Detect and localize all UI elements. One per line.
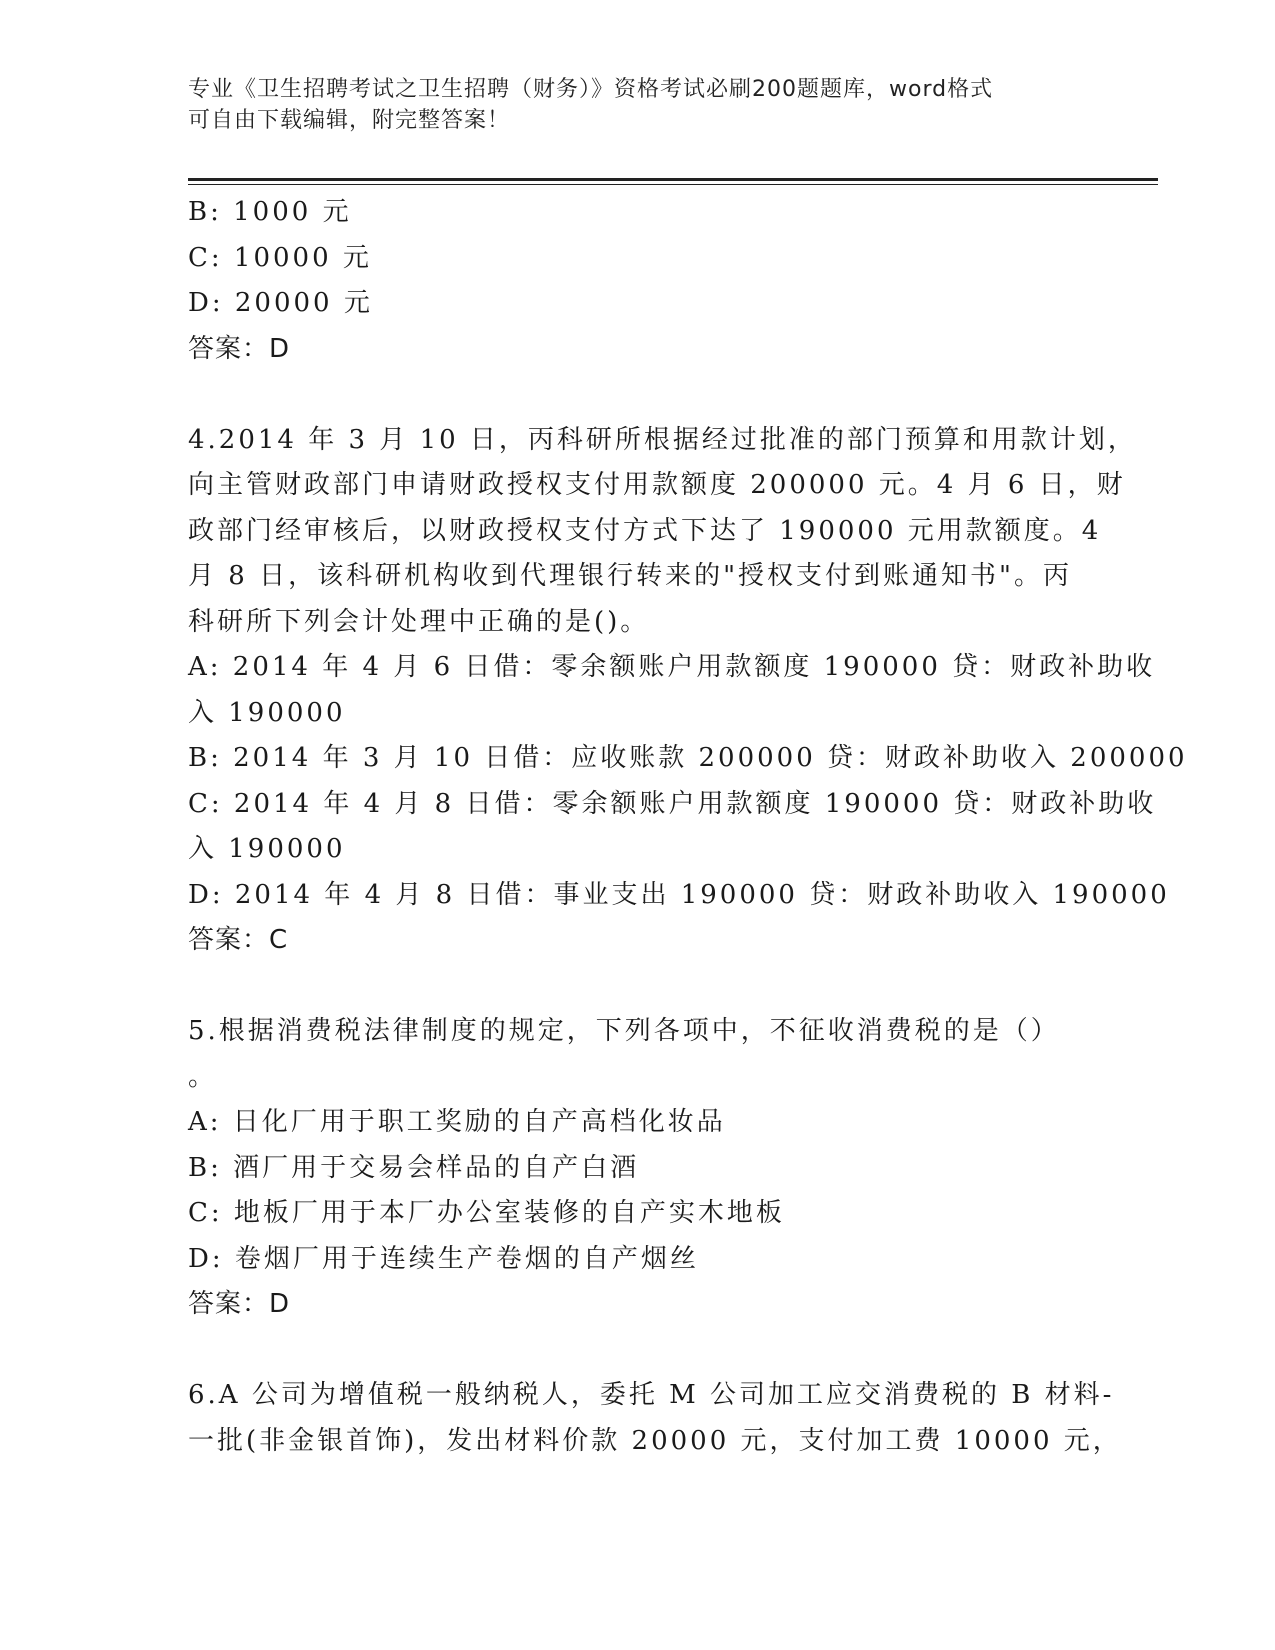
q4-answer: 答案：C [188, 925, 289, 955]
q5-option-a: A: 日化厂用于职工奖励的自产高档化妆品 [188, 1107, 726, 1137]
q4-option-b: B: 2014 年 3 月 10 日借：应收账款 200000 贷：财政补助收入 200000 [188, 743, 1188, 773]
q5-option-d: D: 卷烟厂用于连续生产卷烟的自产烟丝 [188, 1243, 699, 1274]
header-line-2: 可自由下载编辑，附完整答案！ [188, 108, 511, 133]
header-rule-thin [188, 184, 1158, 185]
q4-option-c-cont: 入 190000 [188, 834, 346, 864]
q3-answer: 答案：D [188, 333, 291, 364]
q6-stem-line: 6.A 公司为增值税一般纳税人，委托 M 公司加工应交消费税的 B 材料- [188, 1380, 1115, 1410]
q4-stem-line: 科研所下列会计处理中正确的是()。 [188, 606, 650, 637]
spacer [188, 964, 1088, 1010]
q5-stem-line: 。 [188, 1061, 218, 1092]
q4-option-a-cont: 入 190000 [188, 697, 346, 728]
q4-option-d: D: 2014 年 4 月 8 日借：事业支出 190000 贷：财政补助收入 190000 [188, 879, 1170, 910]
question-4-block [188, 418, 1188, 964]
q3-option-d: D: 20000 元 [188, 288, 373, 318]
q4-stem-line: 向主管财政部门申请财政授权支付用款额度 200000 元。4 月 6 日，财 [188, 470, 1126, 500]
question-3-block [188, 190, 1088, 372]
q4-stem-line: 政部门经审核后，以财政授权支付方式下达了 190000 元用款额度。4 [188, 515, 1102, 546]
spacer [188, 1328, 1088, 1374]
q3-option-b: B: 1000 元 [188, 197, 352, 227]
q5-option-c: C: 地板厂用于本厂办公室装修的自产实木地板 [188, 1198, 785, 1228]
document-header [188, 74, 1088, 136]
q5-option-b: B: 酒厂用于交易会样品的自产白酒 [188, 1152, 640, 1183]
q4-option-a: A: 2014 年 4 月 6 日借：零余额账户用款额度 190000 贷：财政补助收 [188, 652, 1156, 682]
question-5-block [188, 1009, 1088, 1328]
q5-answer: 答案：D [188, 1289, 291, 1319]
header-line-1: 专业《卫生招聘考试之卫生招聘（财务）》资格考试必刷200题题库，word格式 [188, 77, 994, 102]
q4-stem-line: 4.2014 年 3 月 10 日，丙科研所根据经过批准的部门预算和用款计划， [188, 424, 1137, 455]
q6-stem-line: 一批(非金银首饰)，发出材料价款 20000 元，支付加工费 10000 元， [188, 1425, 1122, 1456]
q3-option-c: C: 10000 元 [188, 242, 372, 273]
question-6-block [188, 1373, 1122, 1464]
header-rule-thick [188, 178, 1158, 181]
spacer [188, 372, 1088, 418]
q5-stem-line: 5.根据消费税法律制度的规定，下列各项中，不征收消费税的是（） [188, 1016, 1060, 1046]
q4-option-c: C: 2014 年 4 月 8 日借：零余额账户用款额度 190000 贷：财政补助收 [188, 788, 1157, 819]
document-body [188, 190, 1188, 1464]
q4-stem-line: 月 8 日，该科研机构收到代理银行转来的"授权支付到账通知书"。丙 [188, 561, 1072, 591]
